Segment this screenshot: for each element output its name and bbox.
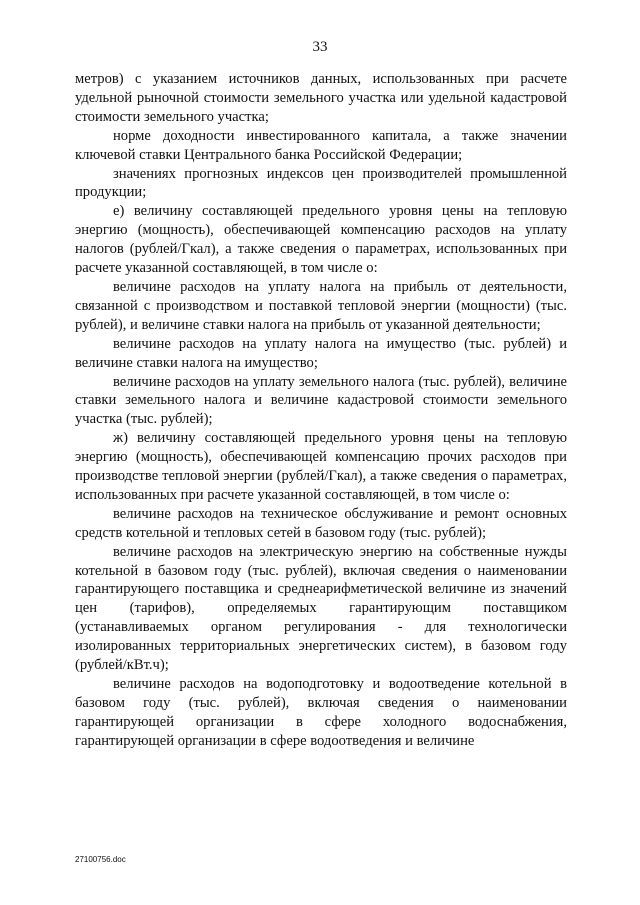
paragraph: величине расходов на техническое обслуживание и ремонт основных средств котельной и тепловых сетей в базовом году (тыс. рублей);: [75, 505, 567, 541]
paragraph: метров) с указанием источников данных, использованных при расчете удельной рыночной стоимости земельного участка или удельной кадастровой стоимости земельного участка;: [75, 71, 567, 125]
paragraph: величине расходов на водоподготовку и водоотведение котельной в базовом году (тыс. рублей), включая сведения о наименовании гарантирующей организации в сфере холодного водоснабжения, гарантирующей организации в сфере водоотведения и величине: [75, 676, 567, 749]
paragraph: величине расходов на электрическую энергию на собственные нужды котельной в базовом году (тыс. рублей), включая сведения о наименовании гарантирующего поставщика и среднеарифметической величине из значений цен (тарифов), определяемых гарантирующим поставщиком (устанавливаемых органом регулирования - для технологически изолированных территориальных энергетических систем), в базовом году (рублей/кВт.ч);: [75, 543, 567, 674]
paragraph: величине расходов на уплату налога на прибыль от деятельности, связанной с производством и поставкой тепловой энергии (мощности) (тыс. рублей), и величине ставки налога на прибыль от указанной деятельности;: [75, 278, 567, 333]
paragraph: величине расходов на уплату земельного налога (тыс. рублей), величине ставки земельного налога и величине кадастровой стоимости земельного участка (тыс. рублей);: [75, 373, 567, 428]
paragraph: норме доходности инвестированного капитала, а также значении ключевой ставки Центрального банка Российской Федерации;: [75, 127, 567, 163]
document-body: [75, 70, 567, 751]
paragraph: е) величину составляющей предельного уровня цены на тепловую энергию (мощность), обеспечивающей компенсацию расходов на уплату налогов (рублей/Гкал), а также сведения о параметрах, использованных при расчете указанной составляющей, в том числе о:: [75, 203, 567, 277]
paragraph: значениях прогнозных индексов цен производителей промышленной продукции;: [75, 165, 567, 201]
paragraph: величине расходов на уплату налога на имущество (тыс. рублей) и величине ставки налога на имущество;: [75, 335, 567, 371]
page-number: 33: [312, 39, 328, 55]
paragraph: ж) величину составляющей предельного уровня цены на тепловую энергию (мощность), обеспечивающей компенсацию прочих расходов при производстве тепловой энергии (рублей/Гкал), а также сведения о параметрах, использованных при расчете указанной составляющей, в том числе о:: [75, 430, 567, 503]
footer-filename: 27100756.doc: [75, 855, 126, 864]
